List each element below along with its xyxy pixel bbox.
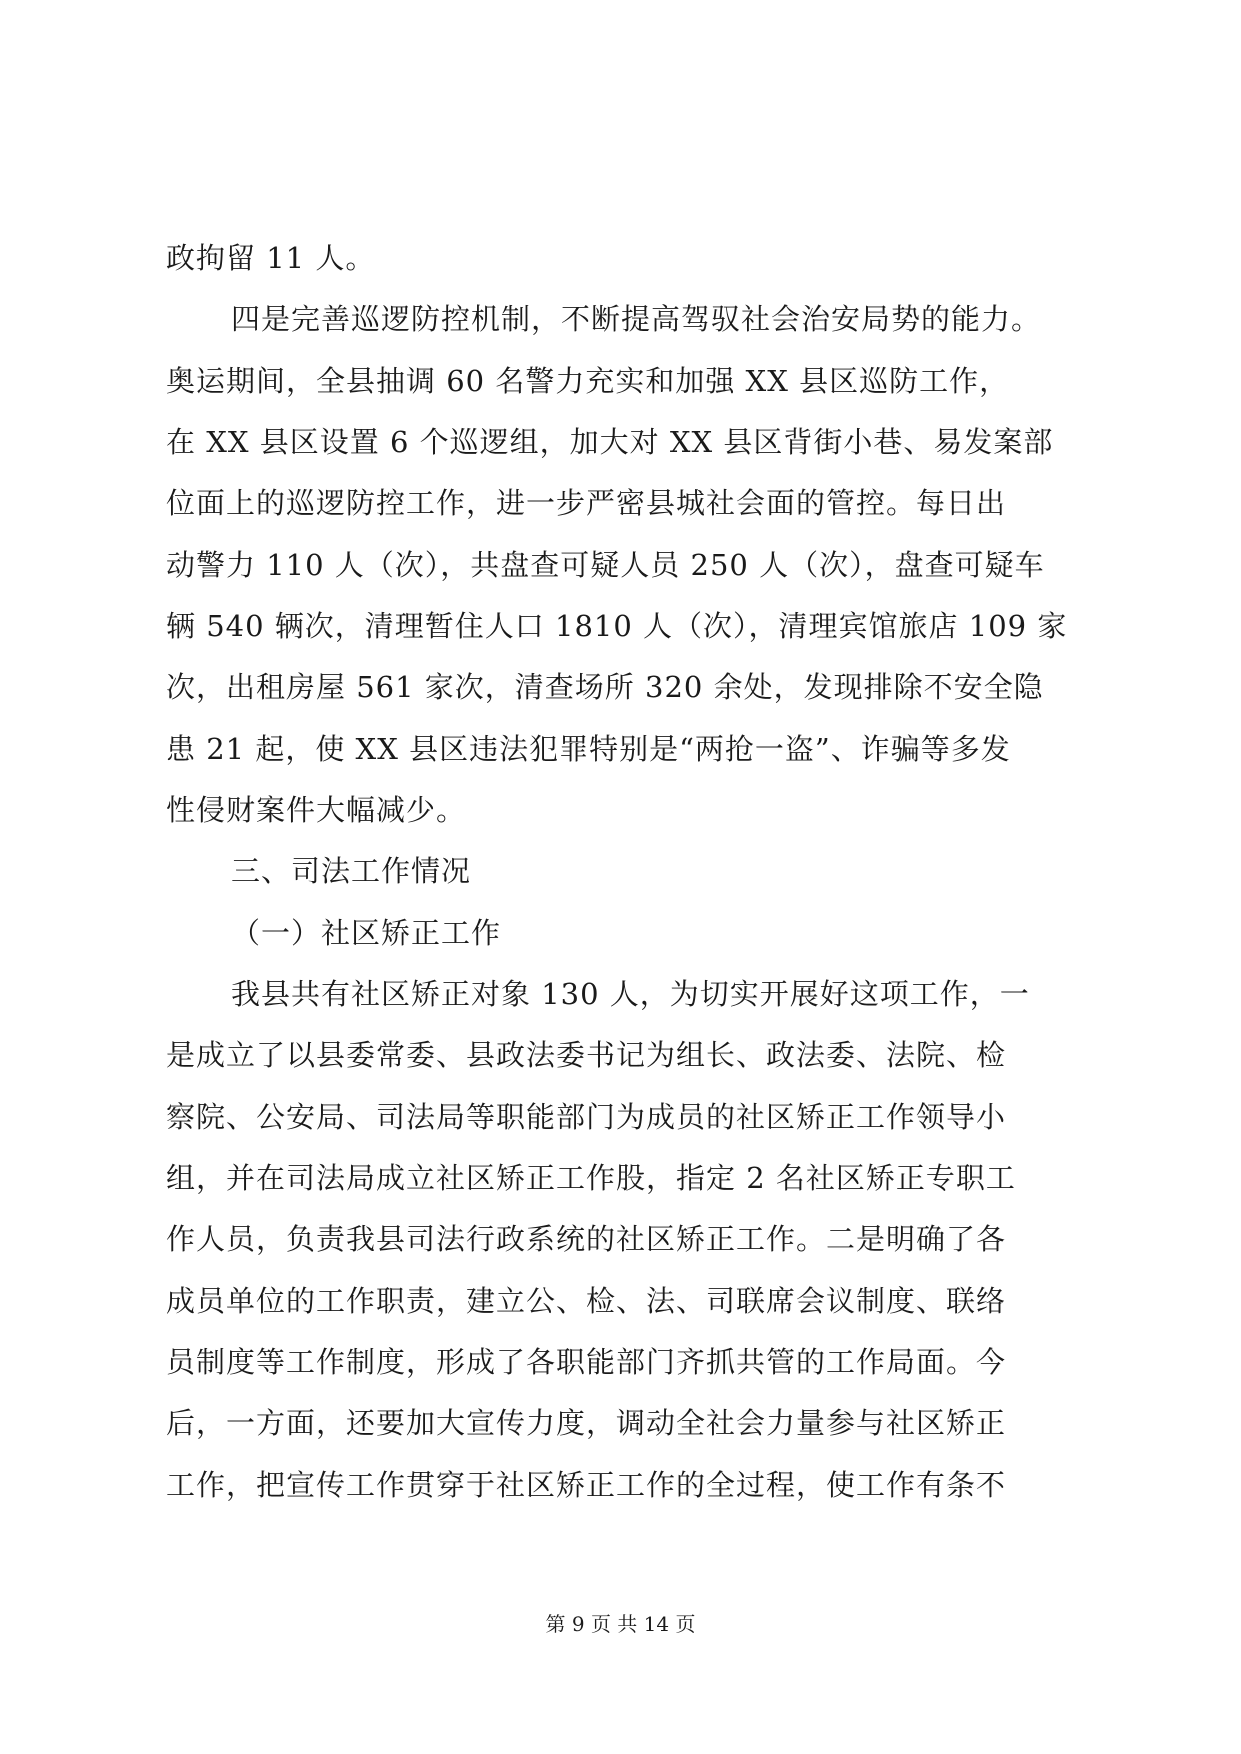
text-line: 我县共有社区矫正对象 130 人，为切实开展好这项工作，一 [231, 977, 1030, 1011]
section-heading: 三、司法工作情况 [231, 854, 472, 888]
text-line: 辆 540 辆次，清理暂住人口 1810 人（次），清理宾馆旅店 109 家 [166, 609, 1068, 643]
text-line: 性侵财案件大幅减少。 [166, 793, 467, 827]
text-line: 动警力 110 人（次），共盘查可疑人员 250 人（次），盘查可疑车 [166, 548, 1045, 582]
text-line: 次，出租房屋 561 家次，清查场所 320 余处，发现排除不安全隐 [166, 670, 1044, 704]
text-line: 成员单位的工作职责，建立公、检、法、司联席会议制度、联络 [166, 1284, 1007, 1318]
text-line: 患 21 起，使 XX 县区违法犯罪特别是“两抢一盗”、诈骗等多发 [166, 732, 1011, 766]
text-line: 察院、公安局、司法局等职能部门为成员的社区矫正工作领导小 [166, 1100, 1007, 1134]
text-line: 是成立了以县委常委、县政法委书记为组长、政法委、法院、检 [166, 1038, 1007, 1072]
text-line: 组，并在司法局成立社区矫正工作股，指定 2 名社区矫正专职工 [166, 1161, 1016, 1195]
text-line: 工作，把宣传工作贯穿于社区矫正工作的全过程，使工作有条不 [166, 1468, 1007, 1502]
text-line: 奥运期间，全县抽调 60 名警力充实和加强 XX 县区巡防工作， [166, 364, 1010, 398]
text-line: 政拘留 11 人。 [166, 241, 376, 275]
text-line: 四是完善巡逻防控机制，不断提高驾驭社会治安局势的能力。 [231, 302, 1042, 336]
text-line: 在 XX 县区设置 6 个巡逻组，加大对 XX 县区背街小巷、易发案部 [166, 425, 1054, 459]
text-line: 后，一方面，还要加大宣传力度，调动全社会力量参与社区矫正 [166, 1406, 1007, 1440]
page-footer: 第 9 页 共 14 页 [545, 1612, 696, 1636]
text-line: 作人员，负责我县司法行政系统的社区矫正工作。二是明确了各 [166, 1222, 1007, 1256]
text-line: 员制度等工作制度，形成了各职能部门齐抓共管的工作局面。今 [166, 1345, 1007, 1379]
text-line: 位面上的巡逻防控工作，进一步严密县城社会面的管控。每日出 [166, 486, 1007, 520]
subsection-heading: （一）社区矫正工作 [231, 916, 502, 950]
